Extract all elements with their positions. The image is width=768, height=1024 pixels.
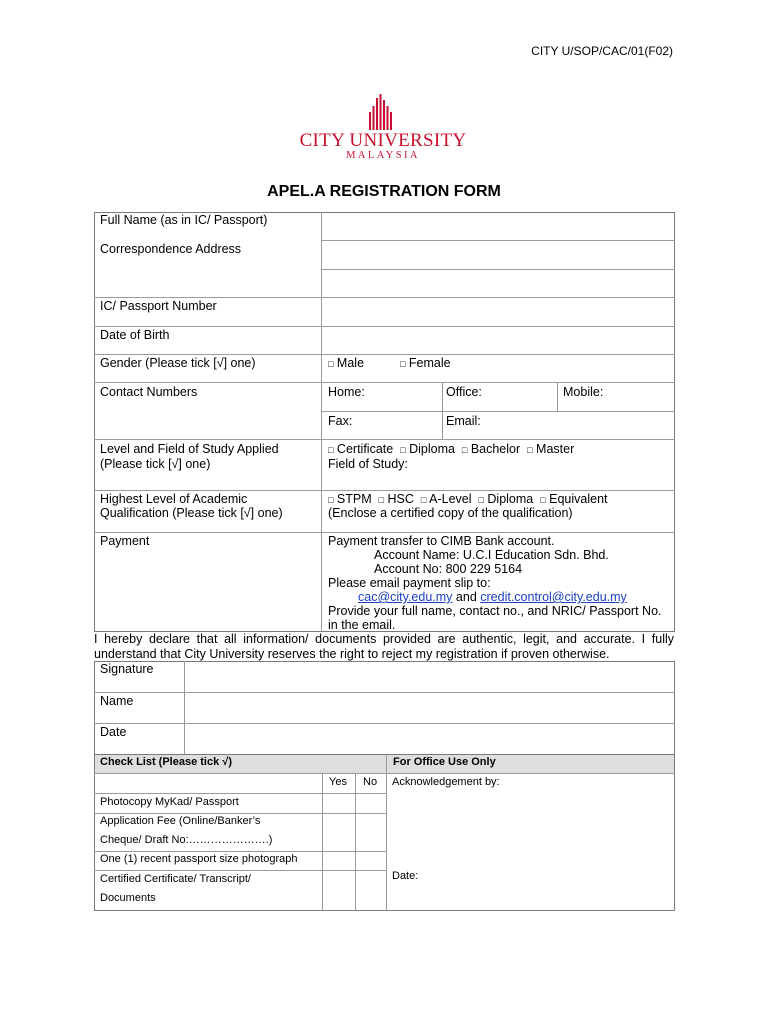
level-diploma-option[interactable]: □ Diploma bbox=[400, 442, 455, 456]
home-phone-label: Home: bbox=[328, 385, 365, 399]
office-use-header: For Office Use Only bbox=[393, 756, 496, 768]
checkbox-icon: □ bbox=[400, 445, 406, 455]
gender-label: Gender (Please tick [√] one) bbox=[100, 356, 256, 370]
ic-label: IC/ Passport Number bbox=[100, 299, 217, 313]
checkbox-icon: □ bbox=[461, 445, 468, 455]
email-links: cac@city.edu.my and credit.control@city.edu.my bbox=[358, 590, 627, 604]
checklist-table bbox=[94, 754, 675, 911]
address-label: Correspondence Address bbox=[100, 242, 242, 256]
yes-column-header: Yes bbox=[329, 776, 347, 788]
checkbox-icon: □ bbox=[378, 495, 385, 505]
qual-equivalent-option[interactable]: □ Equivalent bbox=[540, 492, 608, 506]
payment-instruction-end: in the email. bbox=[328, 618, 396, 632]
office-phone-label: Office: bbox=[446, 385, 482, 399]
university-logo bbox=[291, 94, 475, 162]
signature-label: Signature bbox=[100, 662, 154, 676]
qualification-note: (Enclose a certified copy of the qualification) bbox=[328, 506, 573, 520]
qual-stpm-option[interactable]: □ STPM bbox=[328, 492, 372, 506]
signature-table bbox=[94, 661, 675, 755]
level-bachelor-option[interactable]: □ Bachelor bbox=[461, 442, 521, 456]
payment-line: Payment transfer to CIMB Bank account. bbox=[328, 534, 555, 548]
checkbox-icon: □ bbox=[478, 495, 484, 505]
checklist-item-certificate-cont: Documents bbox=[100, 892, 156, 904]
qual-diploma-option[interactable]: □ Diploma bbox=[478, 492, 534, 506]
logo-name: CITY UNIVERSITY bbox=[299, 130, 467, 151]
email-prompt: Please email payment slip to: bbox=[328, 576, 491, 590]
checklist-item-mykad: Photocopy MyKad/ Passport bbox=[100, 796, 239, 808]
level-certificate-option[interactable]: □ Certificate bbox=[328, 442, 394, 456]
payment-instruction: Provide your full name, contact no., and NRIC/ Passport No. bbox=[328, 604, 662, 618]
level-options bbox=[328, 442, 574, 458]
mobile-phone-label: Mobile: bbox=[563, 385, 604, 399]
payment-label: Payment bbox=[100, 534, 150, 548]
email-label: Email: bbox=[446, 414, 481, 428]
checklist-item-fee-cont: Cheque/ Draft No:………………….) bbox=[100, 834, 273, 846]
gender-female-option[interactable]: □ Female bbox=[400, 356, 451, 370]
contact-label: Contact Numbers bbox=[100, 385, 198, 399]
checklist-header: Check List (Please tick √) bbox=[100, 756, 232, 768]
account-name: Account Name: U.C.I Education Sdn. Bhd. bbox=[374, 548, 609, 562]
cac-email-link[interactable]: cac@city.edu.my bbox=[358, 590, 453, 604]
qualification-label: Highest Level of Academic bbox=[100, 492, 248, 506]
checkbox-icon: □ bbox=[420, 495, 427, 505]
no-column-header: No bbox=[363, 776, 378, 788]
tower-icon bbox=[291, 94, 475, 130]
checkbox-icon: □ bbox=[540, 495, 546, 505]
checkbox-icon: □ bbox=[527, 445, 533, 455]
office-date-label: Date: bbox=[392, 870, 419, 882]
logo-subtitle: MALAYSIA bbox=[346, 150, 420, 161]
level-label: Level and Field of Study Applied bbox=[100, 442, 279, 456]
checkbox-icon: □ bbox=[400, 359, 406, 369]
credit-control-email-link[interactable]: credit.control@city.edu.my bbox=[480, 590, 627, 604]
checkbox-icon: □ bbox=[328, 445, 334, 455]
name-label: Name bbox=[100, 694, 134, 708]
qual-hsc-option[interactable]: □ HSC bbox=[378, 492, 414, 506]
level-label-tick: (Please tick [√] one) bbox=[100, 457, 211, 471]
field-of-study-label: Field of Study: bbox=[328, 457, 408, 471]
qualification-label-tick: Qualification (Please tick [√] one) bbox=[100, 506, 283, 520]
dob-label: Date of Birth bbox=[100, 328, 170, 342]
checkbox-icon: □ bbox=[328, 359, 334, 369]
form-title: APEL.A REGISTRATION FORM bbox=[267, 183, 501, 200]
document-reference: CITY U/SOP/CAC/01(F02) bbox=[531, 44, 673, 58]
qual-alevel-option[interactable]: □ A-Level bbox=[420, 492, 472, 506]
full-name-label: Full Name (as in IC/ Passport) bbox=[100, 213, 268, 227]
checklist-item-fee: Application Fee (Online/Banker’s bbox=[100, 815, 261, 827]
checklist-item-certificate: Certified Certificate/ Transcript/ bbox=[100, 873, 251, 885]
gender-male-option[interactable]: □ Male bbox=[328, 356, 365, 370]
level-master-option[interactable]: □ Master bbox=[527, 442, 575, 456]
account-number: Account No: 800 229 5164 bbox=[374, 562, 523, 576]
declaration-text: I hereby declare that all information/ documents provided are authentic, legit, and accurate. I fully understand that City University reserves the right to reject my registration if proven otherwise. bbox=[94, 632, 674, 661]
acknowledgement-label: Acknowledgement by: bbox=[392, 776, 500, 788]
date-label: Date bbox=[100, 725, 127, 739]
checklist-item-photo: One (1) recent passport size photograph bbox=[100, 853, 298, 865]
checkbox-icon: □ bbox=[328, 495, 334, 505]
fax-label: Fax: bbox=[328, 414, 353, 428]
